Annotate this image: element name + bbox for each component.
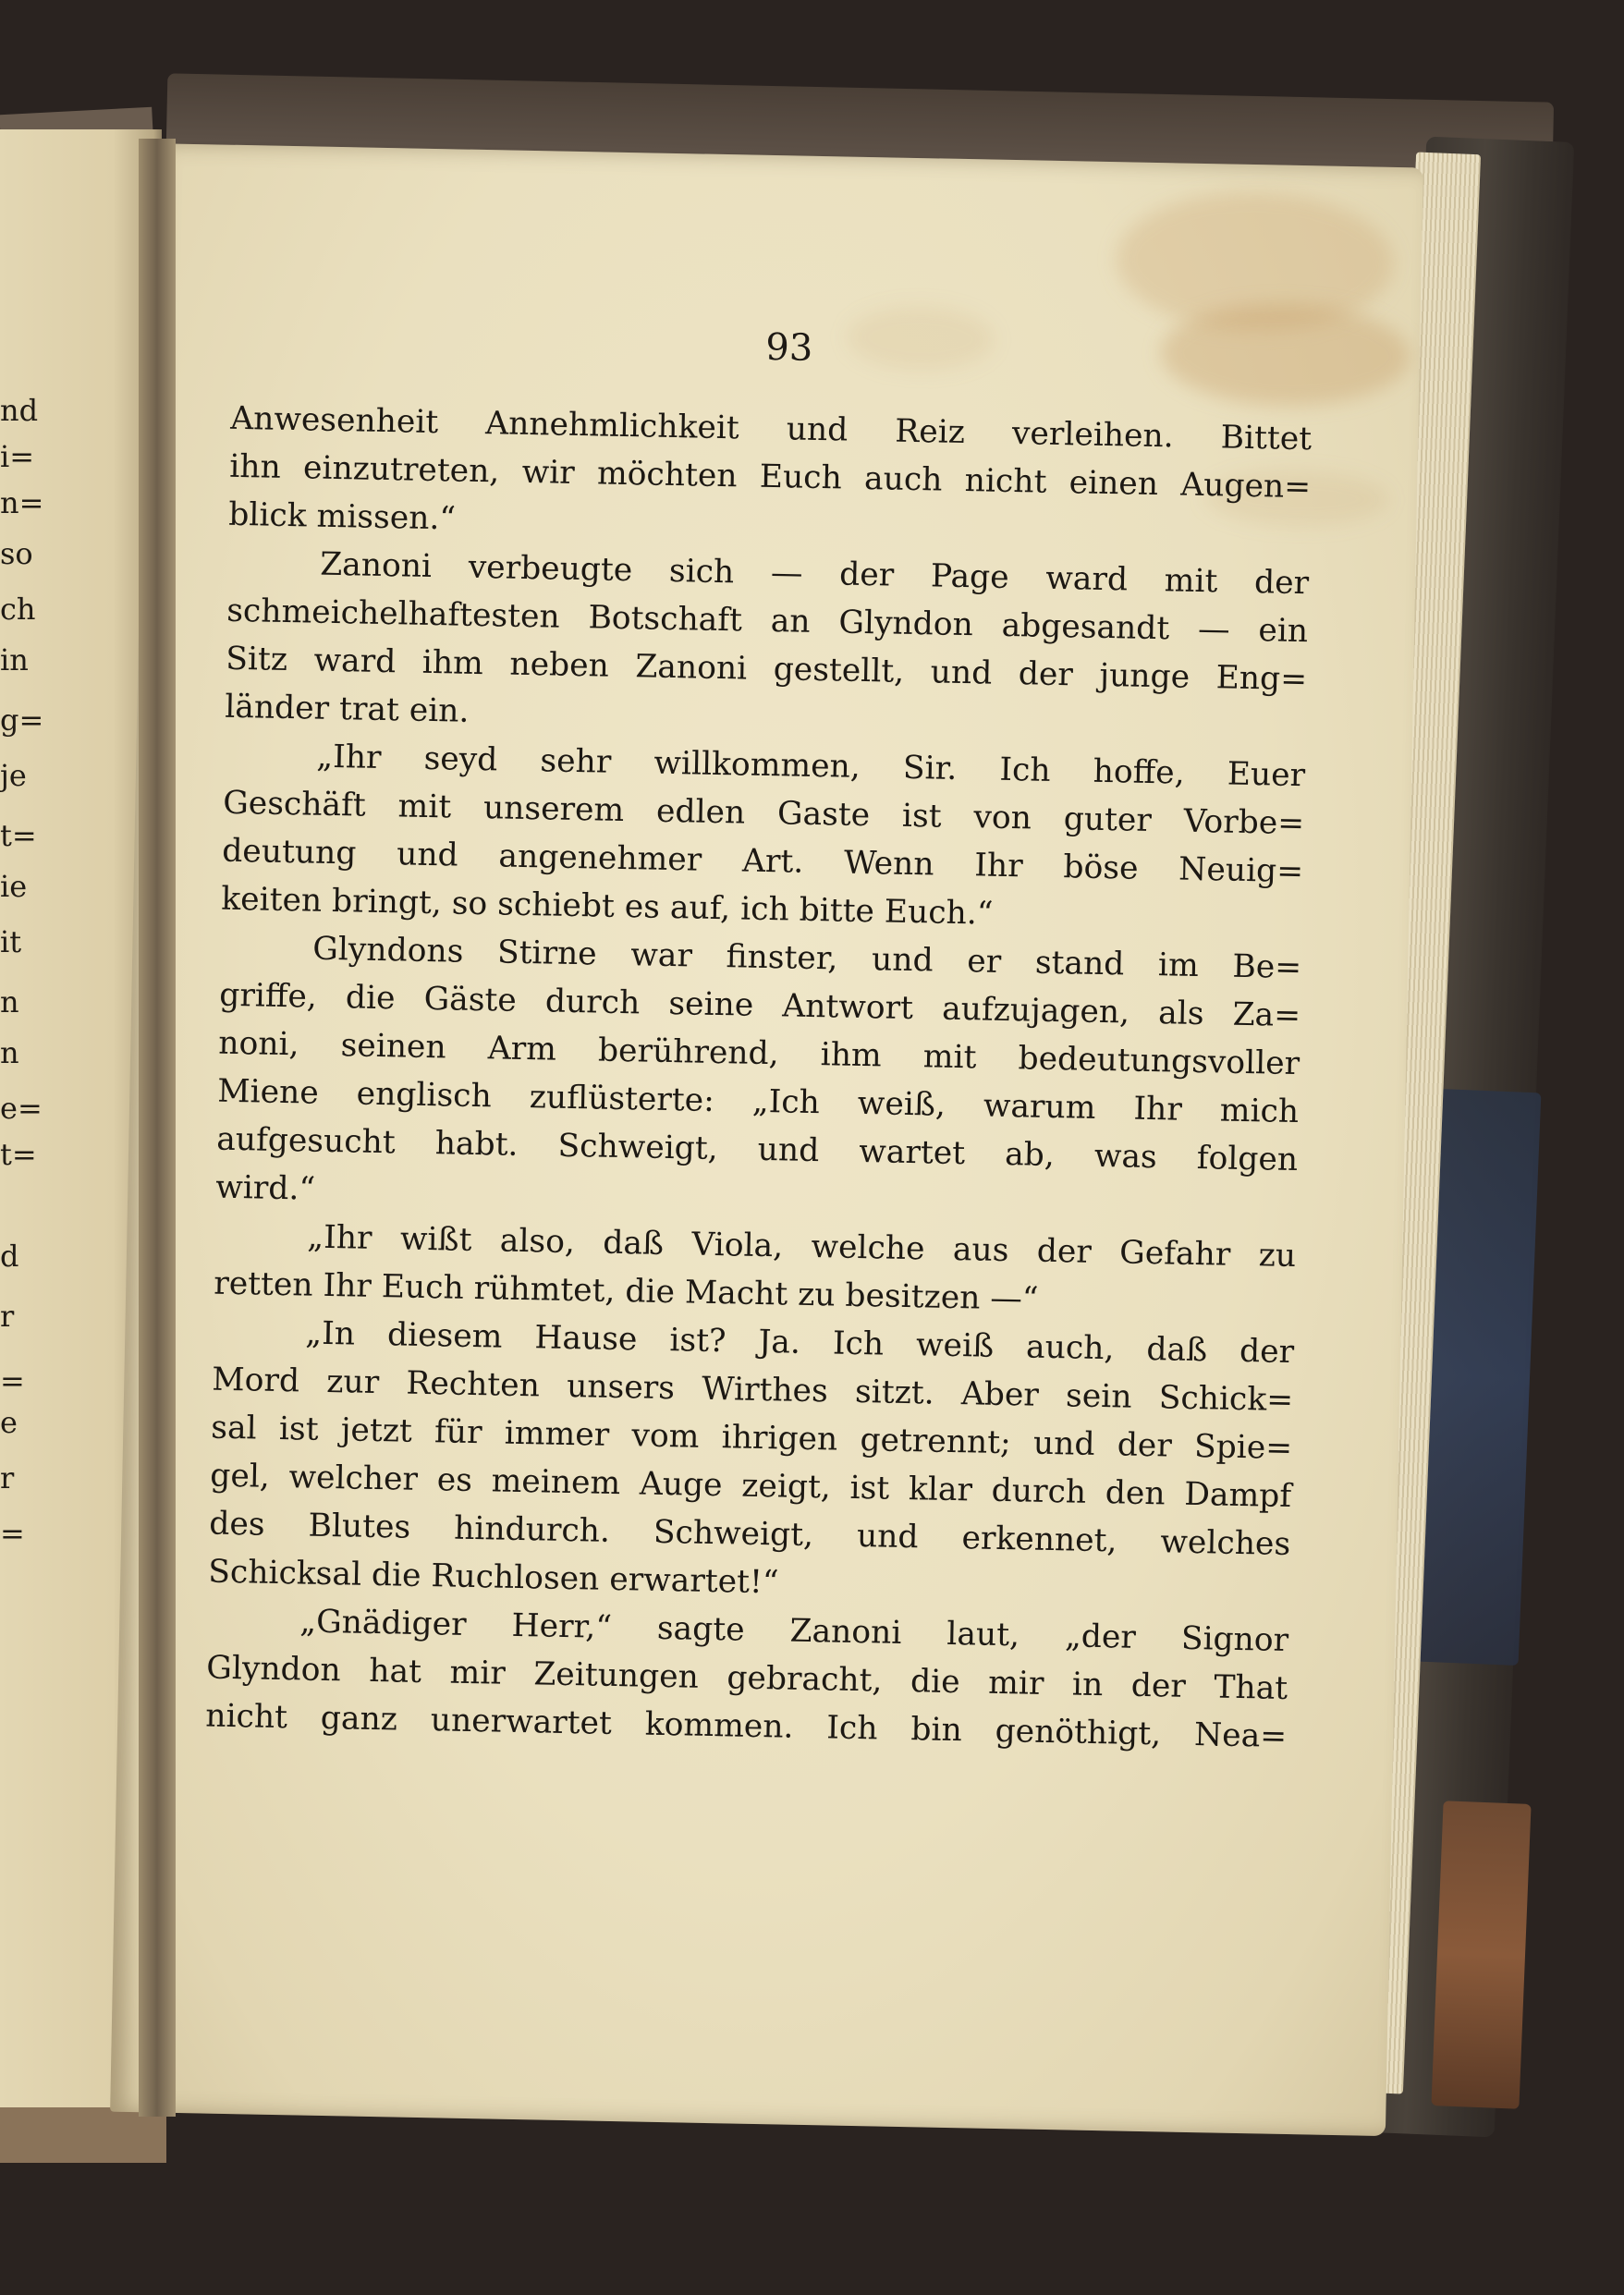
- left-page-fragment: d: [0, 1239, 19, 1274]
- text-line: retten Ihr Euch rühmtet, die Macht zu besitzen —“: [213, 1264, 1039, 1318]
- left-page-fragment: r: [0, 1460, 15, 1495]
- text-line: Geschäft mit unserem edlen Gaste ist von guter Vorbe=: [222, 784, 1305, 843]
- left-page-fragment: e=: [0, 1091, 43, 1126]
- text-line: ihn einzutreten, wir möchten Euch auch nicht einen Augen=: [228, 447, 1312, 507]
- text-line: Mord zur Rechten unsers Wirthes sitzt. Aber sein Schick=: [211, 1361, 1294, 1420]
- water-stain: [1160, 301, 1411, 408]
- text-line: deutung und angenehmer Art. Wenn Ihr böse Neuig=: [221, 832, 1304, 891]
- text-line: Sitz ward ihm neben Zanoni gestellt, und der junge Eng=: [225, 640, 1308, 699]
- left-page-fragment: =: [0, 1363, 25, 1398]
- text-line: „Ihr seyd sehr willkommen, Sir. Ich hoffe, Euer: [315, 738, 1306, 795]
- water-stain: [846, 305, 995, 372]
- text-line: länder trat ein.: [224, 688, 470, 730]
- text-line: nicht ganz unerwartet kommen. Ich bin genöthigt, Nea=: [204, 1697, 1288, 1755]
- left-page-fragment: n=: [0, 485, 44, 520]
- left-page-text-fragments: [0, 0, 55, 2295]
- left-page-fragment: r: [0, 1299, 15, 1334]
- text-line: „In diesem Hause ist? Ja. Ich weiß auch, daß der: [304, 1314, 1295, 1372]
- left-page-fragment: =: [0, 1516, 25, 1551]
- text-line: Anwesenheit Annehmlichkeit und Reiz verleihen. Bittet: [229, 399, 1313, 458]
- left-page-fragment: it: [0, 924, 22, 959]
- left-page-fragment: e: [0, 1405, 18, 1440]
- left-page-fragment: i=: [0, 439, 35, 474]
- left-page-fragment: je: [0, 758, 27, 793]
- text-line: aufgesucht habt. Schweigt, und wartet ab, was folgen: [215, 1120, 1299, 1179]
- left-page-fragment: ch: [0, 592, 36, 627]
- left-page-fragment: in: [0, 642, 29, 678]
- body-text: [205, 395, 1313, 1761]
- text-line: Miene englisch zuflüsterte: „Ich weiß, warum Ihr mich: [216, 1072, 1300, 1131]
- text-line: Glyndons Stirne war finster, und er stand im Be=: [311, 930, 1302, 987]
- text-line: griffe, die Gäste durch seine Antwort aufzujagen, als Za=: [218, 976, 1301, 1035]
- book-gutter: [139, 139, 176, 2117]
- left-page-fragment: n: [0, 1035, 19, 1070]
- left-page-fragment: so: [0, 536, 33, 571]
- text-line: „Ihr wißt also, daß Viola, welche aus der Gefahr zu: [306, 1218, 1297, 1276]
- text-line: „Gnädiger Herr,“ sagte Zanoni laut, „der Signor: [299, 1603, 1289, 1659]
- text-line: Schicksal die Ruchlosen erwartet!“: [207, 1553, 779, 1602]
- text-line: Glyndon hat mir Zeitungen gebracht, die mir in der That: [205, 1649, 1288, 1707]
- cover-leather-corner: [1431, 1801, 1531, 2109]
- left-page-fragment: ie: [0, 869, 28, 904]
- left-page-fragment: t=: [0, 1137, 37, 1172]
- text-line: wird.“: [214, 1168, 316, 1208]
- page-number: 93: [764, 325, 813, 370]
- left-page-fragment: g=: [0, 702, 44, 738]
- text-line: keiten bringt, so schiebt es auf, ich bitte Euch.“: [220, 880, 994, 933]
- text-line: blick missen.“: [227, 495, 457, 538]
- text-line: sal ist jetzt für immer vom ihrigen getrennt; und der Spie=: [210, 1409, 1293, 1468]
- text-line: schmeichelhaftesten Botschaft an Glyndon abgesandt — ein: [226, 592, 1309, 651]
- right-page: [110, 143, 1423, 2136]
- text-line: gel, welcher es meinem Auge zeigt, ist klar durch den Dampf: [209, 1457, 1292, 1516]
- text-line: Zanoni verbeugte sich — der Page ward mit der: [319, 545, 1310, 603]
- text-line: noni, seinen Arm berührend, ihm mit bedeutungsvoller: [217, 1024, 1300, 1083]
- text-line: des Blutes hindurch. Schweigt, und erkennet, welches: [208, 1505, 1291, 1564]
- left-page-fragment: nd: [0, 393, 39, 428]
- left-page-fragment: t=: [0, 818, 37, 853]
- left-page-fragment: n: [0, 984, 19, 1019]
